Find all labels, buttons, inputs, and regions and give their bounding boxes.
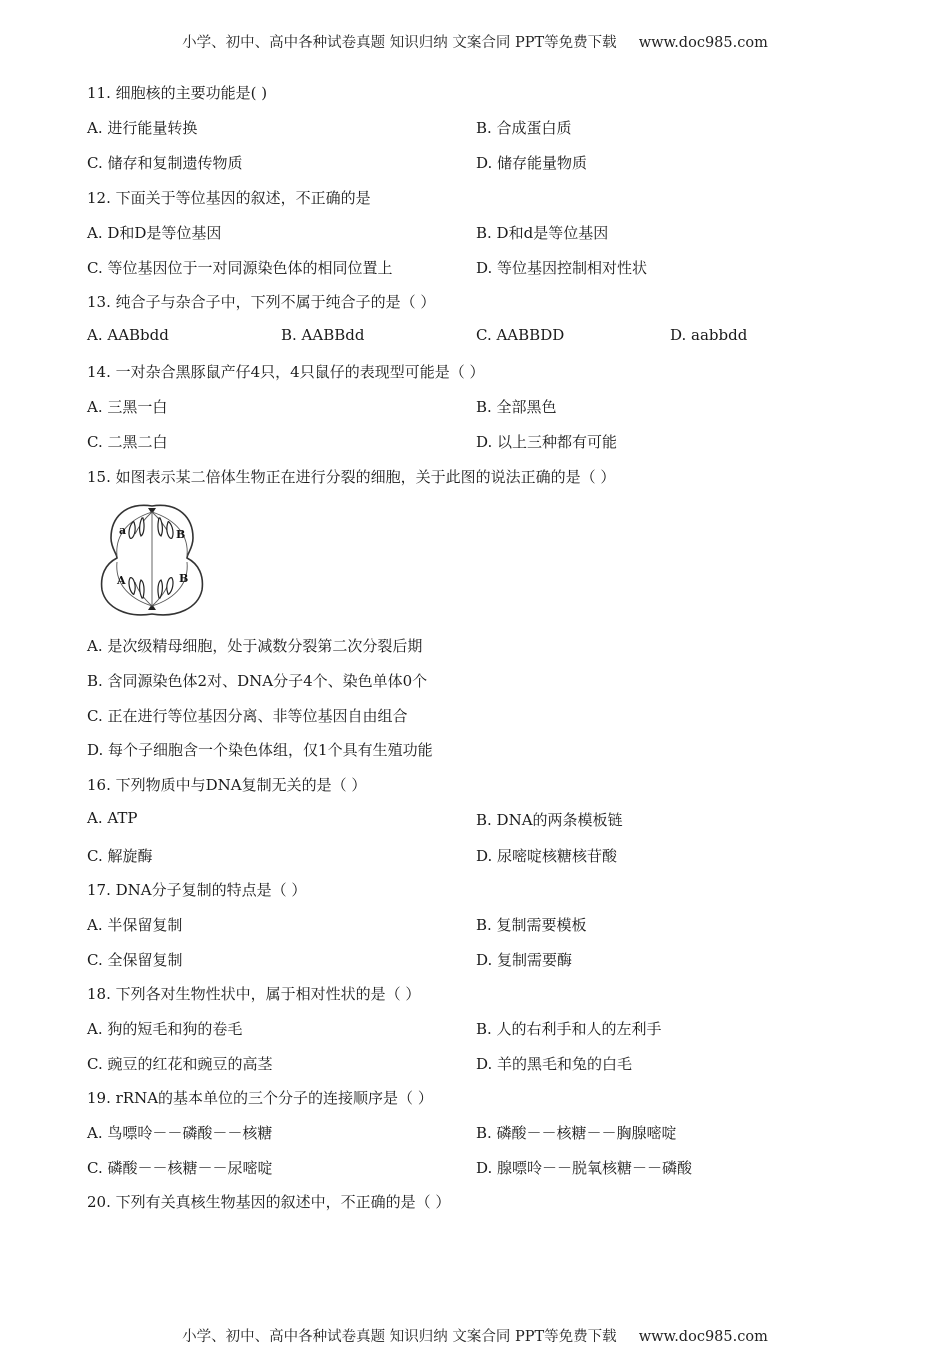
cell-division-figure [97,496,207,620]
question-12-option-a: A. D和D是等位基因 [87,224,222,242]
question-19-option-b: B. 磷酸－－核糖－－胸腺嘧啶 [476,1124,677,1142]
gene-label-B-upper: B [176,528,186,541]
question-17-stem: 17. DNA分子复制的特点是（ ） [87,881,307,899]
gene-label-A: A [117,574,126,587]
question-11-option-b: B. 合成蛋白质 [476,119,572,137]
header-text: 小学、初中、高中各种试卷真题 知识归纳 文案合同 PPT等免费下载 [182,35,617,51]
question-19-option-c: C. 磷酸－－核糖－－尿嘧啶 [87,1159,273,1177]
spindle-fibers [117,512,187,606]
question-16-option-b: B. DNA的两条模板链 [476,811,623,829]
question-15-option-a: A. 是次级精母细胞，处于减数分裂第二次分裂后期 [87,637,423,655]
page-footer [0,1325,950,1346]
question-18-option-d: D. 羊的黑毛和兔的白毛 [476,1055,633,1073]
question-19-stem: 19. rRNA的基本单位的三个分子的连接顺序是（ ） [87,1089,433,1107]
question-18-option-c: C. 豌豆的红花和豌豆的高茎 [87,1055,273,1073]
question-11-option-d: D. 储存能量物质 [476,154,588,172]
question-16-option-c: C. 解旋酶 [87,847,153,865]
question-17-option-a: A. 半保留复制 [87,916,183,934]
question-19-option-a: A. 鸟嘌呤－－磷酸－－核糖 [87,1124,273,1142]
chromosome-lower-mid-right [158,580,162,598]
question-16-stem: 16. 下列物质中与DNA复制无关的是（ ） [87,776,367,794]
question-12-option-d: D. 等位基因控制相对性状 [476,259,648,277]
question-13-option-c: C. AABBDD [476,326,565,344]
question-18-option-b: B. 人的右利手和人的左利手 [476,1020,662,1038]
question-14-option-c: C. 二黑二白 [87,433,168,451]
question-11-stem: 11. 细胞核的主要功能是( ) [87,84,268,102]
question-13-option-a: A. AABbdd [87,326,169,344]
question-12-stem: 12. 下面关于等位基因的叙述，不正确的是 [87,189,371,207]
question-17-option-b: B. 复制需要模板 [476,916,587,934]
chromosome-upper-right [167,522,173,539]
question-17-option-c: C. 全保留复制 [87,951,183,969]
question-17-option-d: D. 复制需要酶 [476,951,573,969]
question-11-option-c: C. 储存和复制遗传物质 [87,154,243,172]
chromosomes [129,518,173,598]
question-16-option-d: D. 尿嘧啶核糖核苷酸 [476,847,618,865]
question-14-option-b: B. 全部黑色 [476,398,557,416]
footer-site[interactable]: www.doc985.com [638,1329,768,1345]
question-15-option-b: B. 含同源染色体2对、DNA分子4个、染色单体0个 [87,672,428,690]
question-19-option-d: D. 腺嘌呤－－脱氧核糖－－磷酸 [476,1159,693,1177]
question-13-option-d: D. aabbdd [670,326,748,344]
chromosome-lower-right [167,578,173,595]
question-16-option-a: A. ATP [87,809,138,827]
question-18-option-a: A. 狗的短毛和狗的卷毛 [87,1020,243,1038]
question-15-stem: 15. 如图表示某二倍体生物正在进行分裂的细胞，关于此图的说法正确的是（ ） [87,468,616,486]
question-11-option-a: A. 进行能量转换 [87,119,198,137]
chromosome-upper-mid-left [140,518,144,536]
question-15-option-d: D. 每个子细胞含一个染色体组，仅1个具有生殖功能 [87,741,433,759]
question-18-stem: 18. 下列各对生物性状中，属于相对性状的是（ ） [87,985,421,1003]
question-20-stem: 20. 下列有关真核生物基因的叙述中，不正确的是（ ） [87,1193,451,1211]
question-12-option-b: B. D和d是等位基因 [476,224,609,242]
chromosome-upper-mid-right [158,518,162,536]
question-13-stem: 13. 纯合子与杂合子中，下列不属于纯合子的是（ ） [87,293,436,311]
page-header [0,31,950,52]
chromosome-lower-mid-left [140,580,144,598]
question-14-option-d: D. 以上三种都有可能 [476,433,618,451]
header-site[interactable]: www.doc985.com [638,35,768,51]
question-14-stem: 14. 一对杂合黑豚鼠产仔4只，4只鼠仔的表现型可能是（ ） [87,363,485,381]
question-15-option-c: C. 正在进行等位基因分离、非等位基因自由组合 [87,707,408,725]
question-14-option-a: A. 三黑一白 [87,398,168,416]
footer-text: 小学、初中、高中各种试卷真题 知识归纳 文案合同 PPT等免费下载 [182,1329,617,1345]
gene-label-a: a [119,524,127,537]
chromosome-lower-left [129,578,135,595]
question-12-option-c: C. 等位基因位于一对同源染色体的相同位置上 [87,259,393,277]
question-13-option-b: B. AABBdd [281,326,365,344]
gene-label-B-lower: B [179,572,189,585]
